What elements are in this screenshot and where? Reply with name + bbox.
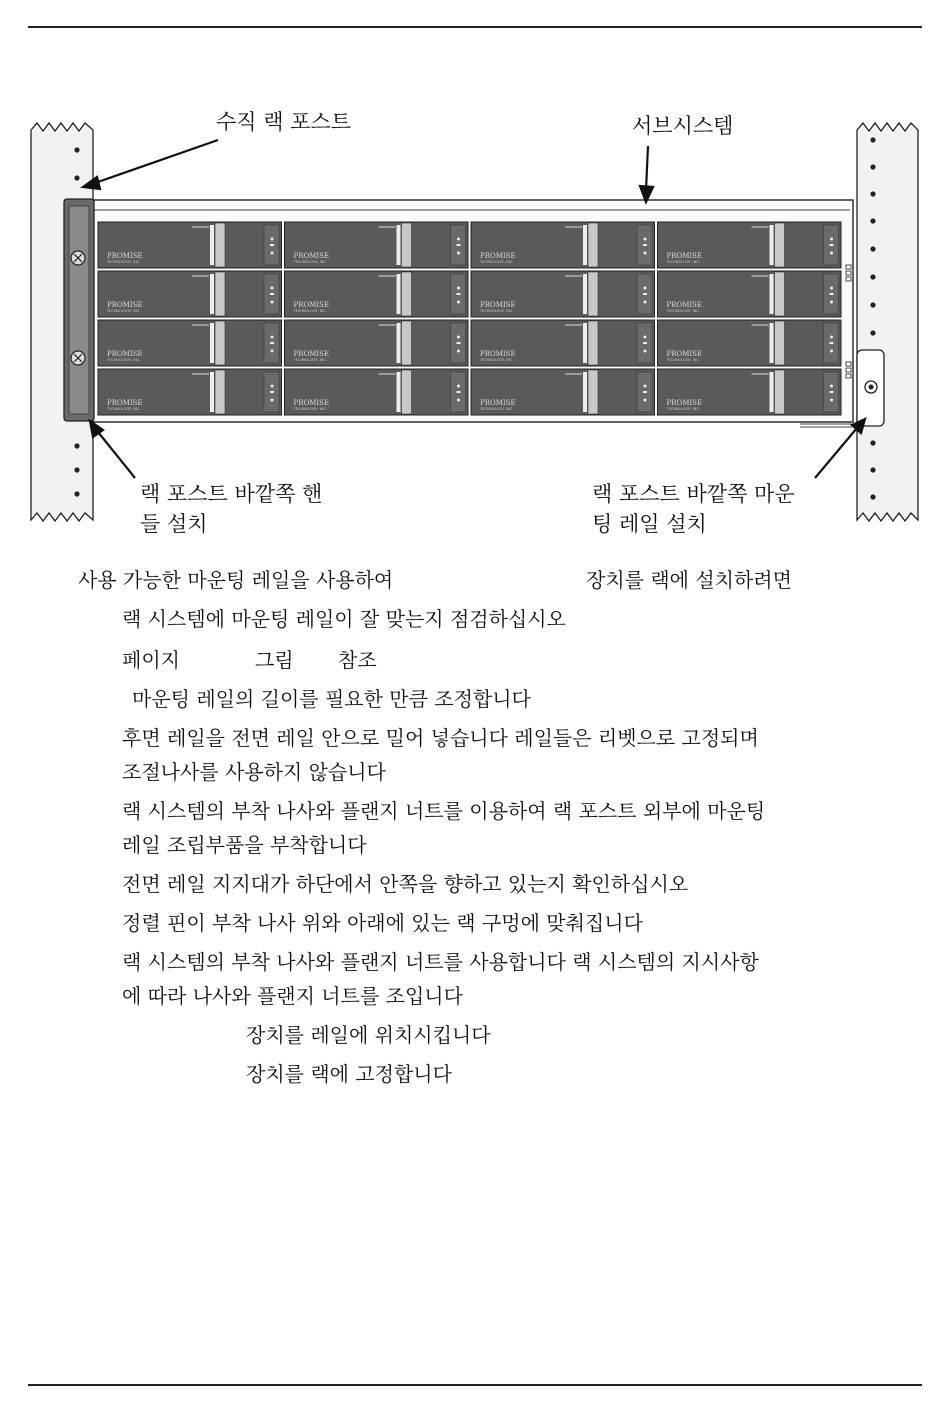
drive-logo: PROMISE [107,350,143,358]
drive-logo-sub: TECHNOLOGY, INC. [666,260,700,264]
drive-logo: PROMISE [666,399,703,407]
drive-bay [98,222,282,268]
drive-logo-sub: TECHNOLOGY, INC. [666,309,700,313]
step-2-sub-1-line-1: 후면 레일을 전면 레일 안으로 밀어 넣습니다 레일들은 리벳으로 고정되며 [122,726,759,750]
drive-bay [285,369,469,415]
drive-logo-sub: TECHNOLOGY, INC. [293,407,327,411]
drive-logo: PROMISE [293,252,330,260]
ref-see: 참조 [338,648,377,672]
drive-bay [285,320,469,366]
drive-logo-sub: TECHNOLOGY, INC. [480,407,514,411]
arrow-rail [815,428,857,478]
step-3-sub-1: 전면 레일 지지대가 하단에서 안쪽을 향하고 있는지 확인하십시오 [122,872,689,896]
drive-logo-sub: TECHNOLOGY, INC. [293,358,327,362]
drive-logo: PROMISE [293,399,330,407]
drive-logo-sub: TECHNOLOGY, INC. [293,309,327,313]
intro-left: 사용 가능한 마운팅 레일을 사용하여 [78,568,394,592]
drive-logo: PROMISE [666,350,703,358]
drive-logo: PROMISE [480,252,516,260]
drive-logo-sub: TECHNOLOGY, INC. [107,358,141,362]
step-3-line-2: 레일 조립부품을 부착합니다 [122,833,367,857]
arrow-subsystem [646,146,648,190]
drive-bay [471,320,655,366]
drive-bay [471,271,655,317]
label-rail-install: 랙 포스트 바깥쪽 마운 팅 레일 설치 [592,482,795,536]
bottom-rule [28,1384,922,1386]
arrow-handle [98,432,135,478]
intro-right: 장치를 랙에 설치하려면 [586,568,792,592]
label-handle-install: 랙 포스트 바깥쪽 핸 들 설치 [140,482,323,536]
ref-figure: 그림 [255,648,294,672]
drive-logo-sub: TECHNOLOGY, INC. [666,358,700,362]
drive-logo-sub: TECHNOLOGY, INC. [480,358,514,362]
step-2-sub-1-line-2: 조절나사를 사용하지 않습니다 [122,760,386,784]
drive-bay [471,222,655,268]
drive-logo: PROMISE [480,301,516,309]
drive-logo: PROMISE [107,252,143,260]
rack-installation-figure [0,100,950,560]
drive-logo-sub: TECHNOLOGY, INC. [107,260,141,264]
step-5: 장치를 랙에 고정합니다 [246,1062,452,1086]
drive-bay [658,271,842,317]
drive-logo: PROMISE [480,399,516,407]
drive-logo-sub: TECHNOLOGY, INC. [480,260,514,264]
drive-bay [471,369,655,415]
right-rack-post [857,123,918,521]
drive-logo: PROMISE [666,252,703,260]
step-1: 랙 시스템에 마운팅 레일이 잘 맞는지 점검하십시오 [122,607,566,631]
drive-bay [98,271,282,317]
drive-bay [658,222,842,268]
label-subsystem: 서브시스템 [632,114,734,138]
step-3-sub-3-line-1: 랙 시스템의 부착 나사와 플랜지 너트를 사용합니다 랙 시스템의 지시사항 [122,950,759,974]
drive-bay [658,320,842,366]
drive-logo: PROMISE [480,350,516,358]
drive-logo: PROMISE [293,350,330,358]
drive-bay [98,320,282,366]
step-2: 마운팅 레일의 길이를 필요한 만큼 조정합니다 [132,687,531,711]
drive-bay [285,271,469,317]
drive-logo: PROMISE [107,301,143,309]
label-vertical-rack-post: 수직 랙 포스트 [216,110,352,134]
drive-logo-sub: TECHNOLOGY, INC. [107,309,141,313]
drive-logo: PROMISE [107,399,143,407]
drive-bay [285,222,469,268]
drive-bay [98,369,282,415]
drive-logo: PROMISE [293,301,330,309]
top-rule [28,26,922,28]
drive-logo-sub: TECHNOLOGY, INC. [666,407,700,411]
drive-logo-sub: TECHNOLOGY, INC. [293,260,327,264]
step-3-line-1: 랙 시스템의 부착 나사와 플랜지 너트를 이용하여 랙 포스트 외부에 마운팅 [122,799,766,823]
drive-logo-sub: TECHNOLOGY, INC. [480,309,514,313]
step-4: 장치를 레일에 위치시킵니다 [246,1023,491,1047]
ref-page: 페이지 [122,648,180,672]
drive-logo-sub: TECHNOLOGY, INC. [107,407,141,411]
step-3-sub-3-line-2: 에 따라 나사와 플랜지 너트를 조입니다 [122,984,463,1008]
drive-bay [658,369,842,415]
arrow-vertical-post [95,140,218,183]
drive-logo: PROMISE [666,301,703,309]
step-3-sub-2: 정렬 핀이 부착 나사 위와 아래에 있는 랙 구멍에 맞춰집니다 [122,911,643,935]
